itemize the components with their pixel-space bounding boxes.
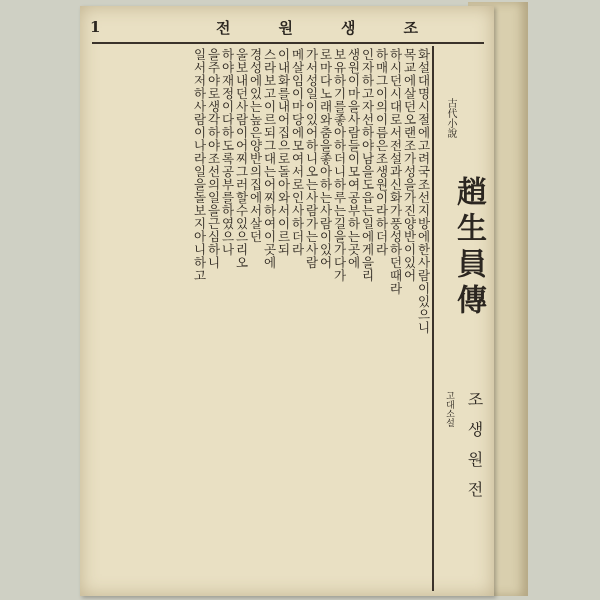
text-column: 인자하고자선하야남을도읍는일에게을리 [360,48,375,282]
text-column: 생원이마을사람들이모여공부하는곳에 [346,48,361,269]
book-page [80,6,494,596]
header-rule [92,42,484,44]
body-text [94,48,430,588]
text-column: 목교에살던오랜조가성을가진양반이있어 [402,48,417,282]
page-number: 1 [90,18,101,36]
text-column: 스라보고이르되그대는어찌하여이곳에 [262,48,277,269]
text-column: 화설대명시절에고려국조선지방에한사람이있으니 [416,48,431,334]
main-title: 趙生員傳 [451,176,486,320]
text-column: 하야재정이다하도록공부를하였으나 [220,48,235,256]
text-column: 울보내던사람이어찌그러할수있으리오 [234,48,249,269]
genre-label-hangul: 고대소설 [444,391,454,427]
page-header [90,12,486,42]
text-column: 을주야로생각하야조선의일을근심하니 [206,48,221,269]
text-column: 보유하기를좋아하더니하루는길을가다가 [332,48,347,282]
text-column: 이내화를내어집으로돌아와서이르되 [276,48,291,256]
text-column: 하매그이의이름은조생원이라하더라 [374,48,389,256]
running-title: 전원생조 [216,18,466,37]
text-column: 경성에있는높은양반의집에서살던 [248,48,263,243]
text-column: 로마다노래와춤을좋아하는사람이있어 [318,48,333,269]
text-column: 메살임이마당에모여서로인사하더라 [290,48,305,256]
title-block [432,46,492,591]
genre-label: 古代小說 [445,98,456,138]
text-column: 일서저하사람이나라일을돌보지아니하고 [192,48,207,282]
title-hangul: 조생원전 [465,391,484,511]
text-column: 하시던시대로서전설과신화가풍성하던때라 [388,48,403,295]
text-column: 가서성일이있어하니오는사람가는사람 [304,48,319,269]
